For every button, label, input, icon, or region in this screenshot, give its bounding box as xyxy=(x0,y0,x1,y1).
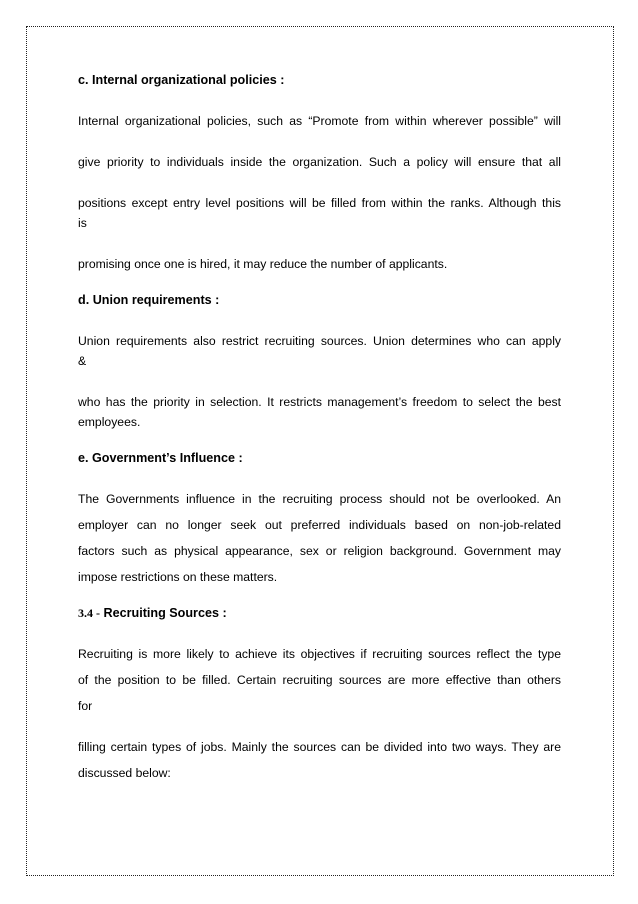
text-line: filling certain types of jobs. Mainly the sources can be divided into two ways. They are xyxy=(78,740,561,754)
text-line: The Governments influence in the recruiting process should not be overlooked. An xyxy=(78,492,561,506)
text-line: Recruiting is more likely to achieve its objectives if recruiting sources reflect the type xyxy=(78,647,561,661)
text-line: discussed below: xyxy=(78,766,171,780)
text-line: & xyxy=(78,354,87,368)
section-c-paragraph xyxy=(78,111,561,274)
text-line: positions except entry level positions will be filled from within the ranks. Although this xyxy=(78,196,561,210)
text-line: promising once one is hired, it may reduce the number of applicants. xyxy=(78,257,448,271)
text-line: factors such as physical appearance, sex or religion background. Government may xyxy=(78,544,561,558)
section-e-heading: e. Government’s Influence : xyxy=(78,451,243,465)
text-line: employer can no longer seek out preferred individuals based on non-job-related xyxy=(78,518,561,532)
section-e-paragraph xyxy=(78,489,561,587)
document-body xyxy=(78,70,561,783)
text-line: give priority to individuals inside the organization. Such a policy will ensure that all xyxy=(78,155,561,169)
text-line: is xyxy=(78,216,87,230)
section-d-heading: d. Union requirements : xyxy=(78,293,220,307)
section-3-4-paragraph xyxy=(78,644,561,783)
section-d-paragraph xyxy=(78,331,561,432)
text-line: for xyxy=(78,699,93,713)
section-title: Recruiting Sources : xyxy=(103,606,227,620)
text-line: employees. xyxy=(78,415,141,429)
text-line: impose restrictions on these matters. xyxy=(78,570,278,584)
section-c-heading: c. Internal organizational policies : xyxy=(78,73,285,87)
section-number: 3.4 - xyxy=(78,606,100,620)
text-line: Union requirements also restrict recruiting sources. Union determines who can apply xyxy=(78,334,561,348)
text-line: who has the priority in selection. It restricts management’s freedom to select the best xyxy=(78,395,561,409)
section-3-4-heading xyxy=(78,603,561,623)
text-line: Internal organizational policies, such as “Promote from within wherever possible” will xyxy=(78,114,561,128)
text-line: of the position to be filled. Certain recruiting sources are more effective than others xyxy=(78,673,561,687)
